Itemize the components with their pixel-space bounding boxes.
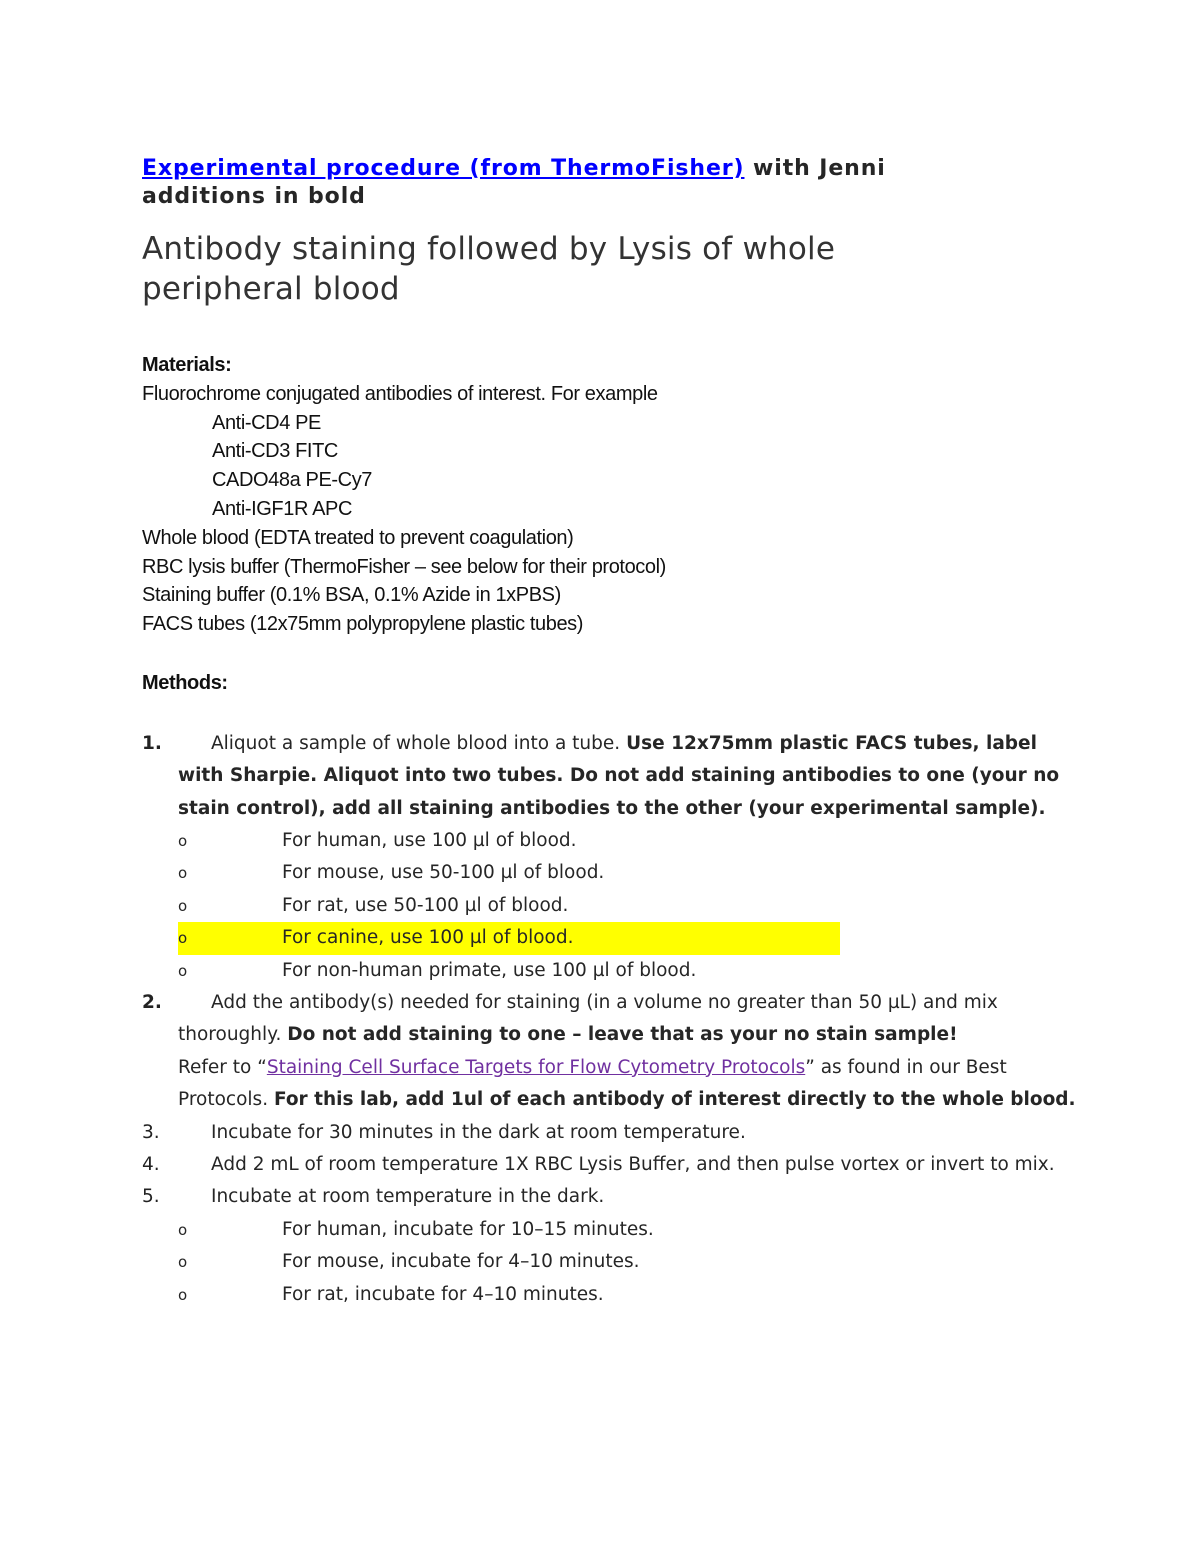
step-bold-text: Do not add staining to one – leave that as your no stain sample!: [287, 1024, 958, 1046]
step-number: 4.: [142, 1154, 160, 1176]
method-step-2: [142, 987, 1082, 1117]
step-plain-text: Aliquot a sample of whole blood into a tube.: [211, 732, 627, 754]
bullet-item: [142, 955, 1082, 987]
thermofisher-link[interactable]: Experimental procedure (from ThermoFisher): [142, 156, 745, 181]
antibody-item: CADO48a PE-Cy7: [212, 469, 373, 492]
bullet-text: For rat, use 50-100 µl of blood.: [282, 894, 569, 916]
bullet-text: For canine, use 100 µl of blood.: [282, 927, 574, 949]
bullet-marker: o: [178, 1285, 188, 1304]
step-bold-text: Use 12x75mm plastic FACS tubes, label with Sharpie. Aliquot into two tubes. Do not add staining antibodies to one (your no stain control), add all staining antibodies to the other (your experimental sample).: [178, 732, 1060, 819]
antibody-item: Anti-CD4 PE: [212, 411, 321, 434]
step-number: 1.: [142, 732, 162, 754]
materials-section: [142, 351, 1082, 639]
step-text: [178, 987, 1082, 1117]
refer-suffix: ” as found in our Best Protocols.: [178, 1056, 1007, 1111]
step-number: 5.: [142, 1186, 160, 1208]
method-step-3: [142, 1117, 1082, 1149]
heading-rest-2: additions in bold: [142, 184, 366, 209]
antibody-item: Anti-IGF1R APC: [212, 497, 352, 520]
methods-label: Methods:: [142, 671, 228, 694]
bullet-item: [142, 1246, 1082, 1278]
bullet-text: For mouse, incubate for 4–10 minutes.: [282, 1251, 640, 1273]
method-step-5: [142, 1181, 1082, 1213]
bullet-marker: o: [178, 961, 188, 980]
material-item: RBC lysis buffer (ThermoFisher – see below for their protocol): [142, 555, 666, 578]
methods-steps: [142, 728, 1082, 1311]
bullet-item: [142, 1214, 1082, 1246]
step-text: Add 2 mL of room temperature 1X RBC Lysis Buffer, and then pulse vortex or invert to mix.: [211, 1154, 1055, 1176]
method-step-1: [142, 728, 1082, 825]
step-text: Incubate for 30 minutes in the dark at room temperature.: [211, 1121, 746, 1143]
material-item: Whole blood (EDTA treated to prevent coagulation): [142, 526, 574, 549]
material-item: FACS tubes (12x75mm polypropylene plastic tubes): [142, 613, 584, 636]
step-bold-text: For this lab, add 1ul of each antibody of interest directly to the whole blood.: [273, 1089, 1076, 1111]
document-title: [142, 229, 1082, 309]
heading-rest-1: with Jenni: [753, 156, 886, 181]
document-heading: [142, 155, 1082, 211]
title-line-2: peripheral blood: [142, 271, 400, 307]
method-step-4: [142, 1149, 1082, 1181]
bullet-item: [142, 1279, 1082, 1311]
bullet-text: For mouse, use 50-100 µl of blood.: [282, 862, 605, 884]
bullet-marker: o: [178, 831, 188, 850]
bullet-marker: o: [178, 929, 188, 948]
title-line-1: Antibody staining followed by Lysis of whole: [142, 231, 836, 267]
step-text: [178, 728, 1082, 825]
materials-label: Materials:: [142, 354, 232, 376]
bullet-item: [142, 890, 1082, 922]
bullet-text: For human, incubate for 10–15 minutes.: [282, 1218, 654, 1240]
bullet-text: For human, use 100 µl of blood.: [282, 829, 577, 851]
step-plain-text: Add the antibody(s) needed for staining (in a volume no greater than 50 µL) and mix thoroughly.: [178, 992, 998, 1046]
highlighted-bullet-item: [178, 922, 840, 954]
bullet-marker: o: [178, 1253, 188, 1272]
bullet-text: For rat, incubate for 4–10 minutes.: [282, 1283, 604, 1305]
bullet-marker: o: [178, 896, 188, 915]
refer-prefix: Refer to “: [178, 1056, 267, 1078]
material-item: Staining buffer (0.1% BSA, 0.1% Azide in 1xPBS): [142, 584, 561, 607]
step-number: 2.: [142, 992, 162, 1014]
document-body: [142, 155, 1082, 1311]
step-text: Incubate at room temperature in the dark.: [211, 1186, 605, 1208]
bullet-item: [142, 857, 1082, 889]
bullet-item: [142, 825, 1082, 857]
step-number: 3.: [142, 1121, 160, 1143]
staining-protocols-link[interactable]: Staining Cell Surface Targets for Flow Cytometry Protocols: [266, 1056, 806, 1078]
bullet-text: For non-human primate, use 100 µl of blood.: [282, 959, 697, 981]
materials-intro: Fluorochrome conjugated antibodies of interest. For example: [142, 382, 658, 405]
antibody-item: Anti-CD3 FITC: [212, 440, 338, 463]
bullet-marker: o: [178, 864, 188, 883]
bullet-marker: o: [178, 1220, 188, 1239]
